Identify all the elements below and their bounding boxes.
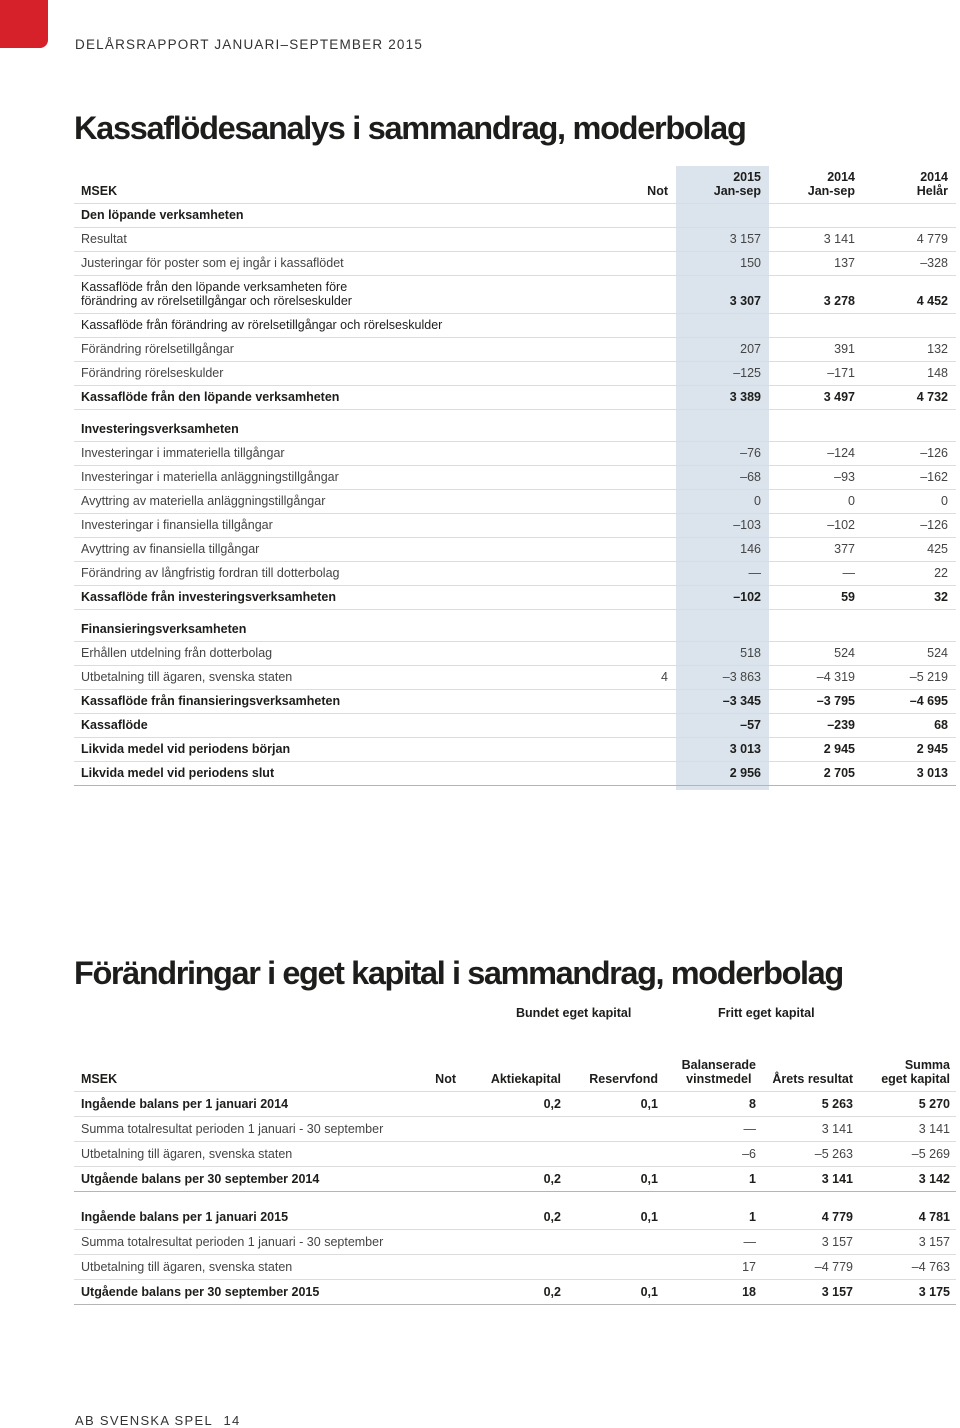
cell-arets-resultat: 4 779 <box>821 1210 853 1224</box>
cell-2014-jan-sep: 3 497 <box>823 390 855 404</box>
cell-2014-helar: 524 <box>927 646 948 660</box>
row-label: Kassaflöde från den löpande verksamheten <box>81 390 340 404</box>
row-label: Avyttring av materiella anläggningstillgångar <box>81 494 326 508</box>
cell-2015-jan-sep: 518 <box>740 646 761 660</box>
table-row <box>74 252 956 276</box>
group-label-fritt: Fritt eget kapital <box>718 1006 815 1020</box>
row-label: Utbetalning till ägaren, svenska staten <box>81 1260 293 1274</box>
col-header-2014-jan-sep: 2014 Jan-sep <box>807 170 855 198</box>
col-header-msek: MSEK <box>81 1072 118 1086</box>
cell-balanserade: 1 <box>749 1210 756 1224</box>
cell-reservfond: 0,1 <box>640 1097 658 1111</box>
cell-2014-helar: 2 945 <box>916 742 948 756</box>
table-row <box>74 1142 956 1167</box>
section-label: Investeringsverksamheten <box>81 422 239 436</box>
equity-header-row <box>74 1044 956 1092</box>
cashflow-title: Kassaflödesanalys i sammandrag, moderbolag <box>74 110 746 146</box>
cell-reservfond: 0,1 <box>640 1172 658 1186</box>
page-footer <box>75 1413 241 1428</box>
cell-2015-jan-sep: 3 389 <box>729 390 761 404</box>
table-row <box>74 690 956 714</box>
cell-2015-jan-sep: –68 <box>740 470 761 484</box>
running-head: DELÅRSRAPPORT JANUARI–SEPTEMBER 2015 <box>75 37 424 52</box>
row-label: Kassaflöde från investeringsverksamheten <box>81 590 336 604</box>
table-row <box>74 714 956 738</box>
brand-corner-mark <box>0 0 48 48</box>
table-row <box>74 762 956 786</box>
cell-balanserade: 17 <box>742 1260 756 1274</box>
col-header-not: Not <box>647 184 668 198</box>
cell-2014-jan-sep: 137 <box>834 256 855 270</box>
row-label: Investeringar i materiella anläggningstillgångar <box>81 470 339 484</box>
cell-2015-jan-sep: 3 157 <box>729 232 761 246</box>
table-row <box>74 586 956 610</box>
row-label: Investeringar i finansiella tillgångar <box>81 518 273 532</box>
row-label: Justeringar för poster som ej ingår i kassaflödet <box>81 256 344 270</box>
row-label: Summa totalresultat perioden 1 januari - 30 september <box>81 1122 384 1136</box>
cell-2015-jan-sep: –103 <box>733 518 761 532</box>
cell-2014-jan-sep: –239 <box>827 718 855 732</box>
col-header-aktiekapital: Aktiekapital <box>490 1072 561 1086</box>
row-label: Utbetalning till ägaren, svenska staten <box>81 670 293 684</box>
table-row <box>74 362 956 386</box>
section-label: Finansieringsverksamheten <box>81 622 247 636</box>
cell-2014-jan-sep: –102 <box>827 518 855 532</box>
table-row <box>74 1117 956 1142</box>
table-row <box>74 666 956 690</box>
cell-2014-jan-sep: –3 795 <box>816 694 855 708</box>
cashflow-table <box>74 166 956 786</box>
cell-2015-jan-sep: –125 <box>733 366 761 380</box>
cell-2014-helar: 3 013 <box>916 766 948 780</box>
cell-2015-jan-sep: 0 <box>754 494 761 508</box>
cell-2014-helar: 425 <box>927 542 948 556</box>
cell-2015-jan-sep: 2 956 <box>729 766 761 780</box>
table-row <box>74 562 956 586</box>
col-header-2014-helar: 2014 Helår <box>916 170 948 198</box>
cell-aktiekapital: 0,2 <box>543 1172 561 1186</box>
col-header-balanserade-vinstmedel: Balanserade vinstmedel <box>681 1058 756 1086</box>
cell-2014-helar: –328 <box>920 256 948 270</box>
row-label: Resultat <box>81 232 127 246</box>
table-row <box>74 490 956 514</box>
cell-2014-jan-sep: 524 <box>834 646 855 660</box>
cell-arets-resultat: 3 141 <box>821 1172 853 1186</box>
table-row <box>74 538 956 562</box>
cell-2014-helar: 148 <box>927 366 948 380</box>
row-label: Kassaflöde från förändring av rörelsetillgångar och rörelseskulder <box>81 318 443 332</box>
cell-2014-helar: 4 779 <box>916 232 948 246</box>
cell-2015-jan-sep: –3 863 <box>722 670 761 684</box>
col-header-2015-jan-sep: 2015 Jan-sep <box>713 170 761 198</box>
cell-2015-jan-sep: 3 307 <box>729 294 761 308</box>
row-label: Utgående balans per 30 september 2015 <box>81 1285 320 1299</box>
cell-balanserade: — <box>743 1235 756 1249</box>
table-row <box>74 442 956 466</box>
group-label-bundet: Bundet eget kapital <box>516 1006 632 1020</box>
cell-arets-resultat: –5 263 <box>814 1147 853 1161</box>
cell-2015-jan-sep: –3 345 <box>722 694 761 708</box>
table-row <box>74 338 956 362</box>
cell-balanserade: — <box>743 1122 756 1136</box>
table-row <box>74 1280 956 1305</box>
cell-arets-resultat: 3 141 <box>821 1122 853 1136</box>
cell-balanserade: –6 <box>742 1147 756 1161</box>
row-label: Ingående balans per 1 januari 2015 <box>81 1210 289 1224</box>
cell-2014-helar: 132 <box>927 342 948 356</box>
cell-2014-helar: –126 <box>920 446 948 460</box>
page-number: 14 <box>223 1413 241 1428</box>
table-row <box>74 386 956 410</box>
cell-arets-resultat: –4 779 <box>814 1260 853 1274</box>
cell-2014-jan-sep: 2 705 <box>823 766 855 780</box>
row-label: Avyttring av finansiella tillgångar <box>81 542 260 556</box>
cell-summa: 3 142 <box>918 1172 950 1186</box>
table-row <box>74 1092 956 1117</box>
cell-2014-jan-sep: 391 <box>834 342 855 356</box>
row-label: Kassaflöde från den löpande verksamheten före förändring av rörelsetillgångar och rörelseskulder <box>81 280 352 308</box>
cell-2014-jan-sep: 3 278 <box>823 294 855 308</box>
row-label: Investeringar i immateriella tillgångar <box>81 446 285 460</box>
cell-aktiekapital: 0,2 <box>543 1285 561 1299</box>
row-label: Utgående balans per 30 september 2014 <box>81 1172 320 1186</box>
cell-summa: 3 157 <box>918 1235 950 1249</box>
cell-2014-jan-sep: — <box>842 566 855 580</box>
row-note-ref: 4 <box>661 670 668 684</box>
col-header-reservfond: Reservfond <box>589 1072 658 1086</box>
footer-company: AB SVENSKA SPEL <box>75 1413 213 1428</box>
cell-2014-helar: –162 <box>920 470 948 484</box>
table-row <box>74 738 956 762</box>
cell-summa: 3 175 <box>918 1285 950 1299</box>
col-header-arets-resultat: Årets resultat <box>772 1072 853 1086</box>
row-label: Kassaflöde <box>81 718 148 732</box>
cell-2014-jan-sep: 59 <box>841 590 855 604</box>
table-row <box>74 1167 956 1192</box>
row-label: Förändring rörelseskulder <box>81 366 224 380</box>
cell-2014-jan-sep: –4 319 <box>816 670 855 684</box>
cell-summa: –5 269 <box>911 1147 950 1161</box>
equity-title: Förändringar i eget kapital i sammandrag, moderbolag <box>74 955 843 991</box>
cell-2015-jan-sep: 207 <box>740 342 761 356</box>
cell-arets-resultat: 3 157 <box>821 1235 853 1249</box>
row-label: Förändring av långfristig fordran till dotterbolag <box>81 566 340 580</box>
row-label: Förändring rörelsetillgångar <box>81 342 234 356</box>
cell-2015-jan-sep: 146 <box>740 542 761 556</box>
table-row <box>74 466 956 490</box>
cell-2014-jan-sep: 377 <box>834 542 855 556</box>
cell-summa: 3 141 <box>918 1122 950 1136</box>
cell-2015-jan-sep: –102 <box>733 590 761 604</box>
row-label: Likvida medel vid periodens slut <box>81 766 275 780</box>
row-label: Den löpande verksamheten <box>81 208 244 222</box>
table-row <box>74 642 956 666</box>
table-row <box>74 228 956 252</box>
table-row <box>74 276 956 314</box>
table-row <box>74 1192 956 1230</box>
table-row <box>74 1255 956 1280</box>
equity-table <box>74 1044 956 1305</box>
cell-2014-jan-sep: –124 <box>827 446 855 460</box>
table-row <box>74 314 956 338</box>
cell-2014-jan-sep: 2 945 <box>823 742 855 756</box>
cell-2014-helar: –4 695 <box>909 694 948 708</box>
cashflow-header-row <box>74 166 956 204</box>
cell-balanserade: 1 <box>749 1172 756 1186</box>
row-label: Erhållen utdelning från dotterbolag <box>81 646 273 660</box>
cell-summa: 5 270 <box>918 1097 950 1111</box>
cell-2014-jan-sep: –93 <box>834 470 855 484</box>
cell-2014-helar: 32 <box>934 590 948 604</box>
cell-aktiekapital: 0,2 <box>543 1097 561 1111</box>
row-label: Summa totalresultat perioden 1 januari - 30 september <box>81 1235 384 1249</box>
row-label: Utbetalning till ägaren, svenska staten <box>81 1147 293 1161</box>
table-row <box>74 610 956 642</box>
table-row <box>74 514 956 538</box>
table-row <box>74 1230 956 1255</box>
cell-balanserade: 8 <box>749 1097 756 1111</box>
cell-2014-helar: –126 <box>920 518 948 532</box>
cell-2014-jan-sep: 0 <box>848 494 855 508</box>
cell-2015-jan-sep: 3 013 <box>729 742 761 756</box>
cell-2014-helar: 68 <box>934 718 948 732</box>
cell-2015-jan-sep: — <box>748 566 761 580</box>
cell-balanserade: 18 <box>742 1285 756 1299</box>
col-header-not: Not <box>435 1072 456 1086</box>
cell-2014-helar: 0 <box>941 494 948 508</box>
cell-2015-jan-sep: –76 <box>740 446 761 460</box>
cell-arets-resultat: 3 157 <box>821 1285 853 1299</box>
cell-reservfond: 0,1 <box>640 1210 658 1224</box>
col-header-summa-eget-kapital: Summa eget kapital <box>881 1058 950 1086</box>
cell-2014-helar: 4 732 <box>916 390 948 404</box>
cell-2014-jan-sep: –171 <box>827 366 855 380</box>
cell-arets-resultat: 5 263 <box>821 1097 853 1111</box>
table-row <box>74 204 956 228</box>
table-row <box>74 410 956 442</box>
cell-2014-helar: –5 219 <box>909 670 948 684</box>
cell-summa: 4 781 <box>918 1210 950 1224</box>
col-header-msek: MSEK <box>81 184 118 198</box>
cell-2014-helar: 4 452 <box>916 294 948 308</box>
cell-2014-jan-sep: 3 141 <box>823 232 855 246</box>
row-label: Likvida medel vid periodens början <box>81 742 291 756</box>
cell-2014-helar: 22 <box>934 566 948 580</box>
row-label: Kassaflöde från finansieringsverksamheten <box>81 694 341 708</box>
cell-aktiekapital: 0,2 <box>543 1210 561 1224</box>
row-label: Ingående balans per 1 januari 2014 <box>81 1097 289 1111</box>
cell-2015-jan-sep: 150 <box>740 256 761 270</box>
cell-reservfond: 0,1 <box>640 1285 658 1299</box>
cell-summa: –4 763 <box>911 1260 950 1274</box>
cell-2015-jan-sep: –57 <box>740 718 761 732</box>
